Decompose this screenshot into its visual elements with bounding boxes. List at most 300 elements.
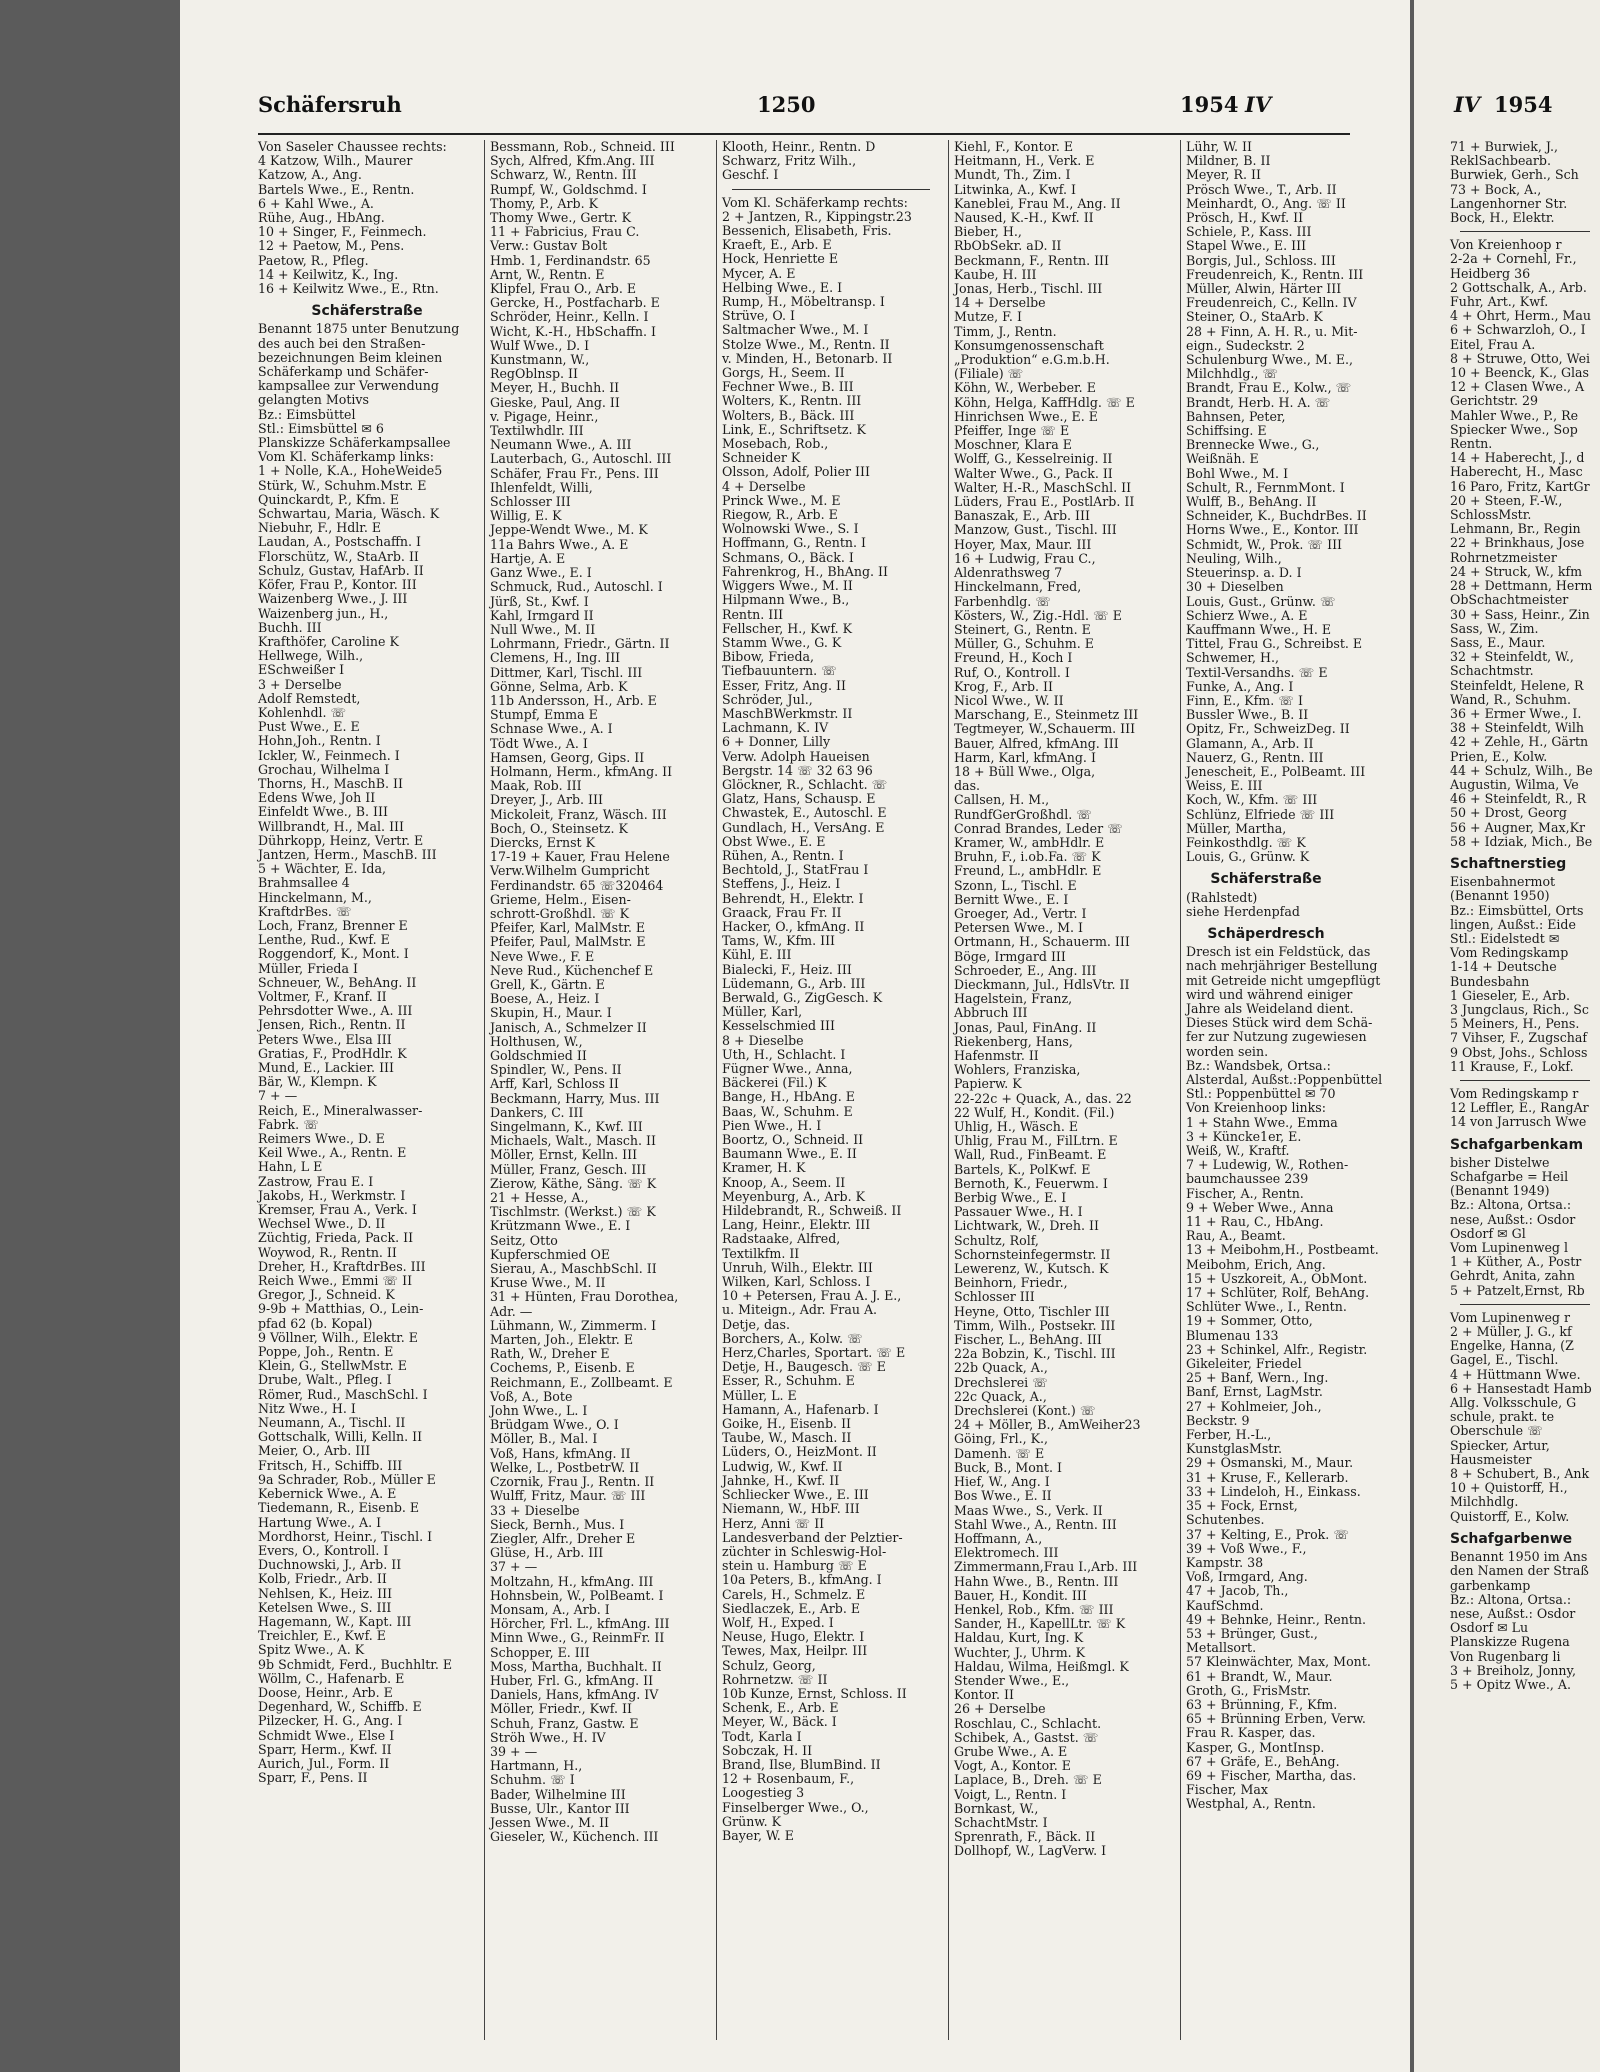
directory-entry: Marten, Joh., Elektr. E (490, 1332, 634, 1348)
directory-entry: Gieseler, W., Küchench. III (490, 1829, 659, 1845)
directory-entry: Daniels, Hans, kfmAng. IV (490, 1687, 659, 1703)
directory-entry: Tittel, Frau G., Schreibst. E (1186, 636, 1363, 652)
directory-entry: das. (954, 778, 981, 794)
directory-entry: Sparr, Herm., Kwf. II (258, 1741, 392, 1757)
directory-entry: Spitz Wwe., A. K (258, 1642, 365, 1658)
directory-entry: Geschf. I (722, 167, 779, 183)
directory-entry: Voltmer, F., Kranf. II (258, 988, 387, 1004)
directory-entry: Boese, A., Heiz. I (490, 991, 600, 1007)
directory-entry: 24 + Struck, W., kfm (1450, 563, 1583, 579)
column-divider (948, 140, 949, 2040)
directory-entry: Neuse, Hugo, Elektr. I (722, 1629, 865, 1645)
directory-entry: Schutenbes. (1186, 1512, 1265, 1528)
directory-entry: Berwald, G., ZigGesch. K (722, 989, 883, 1005)
directory-entry: Mosebach, Rob., (722, 436, 829, 452)
directory-entry: Gundlach, H., VersAng. E (722, 819, 885, 835)
directory-entry: Kaneblei, Frau M., Ang. II (954, 195, 1121, 211)
directory-entry: Zierow, Käthe, Säng. ☏ K (490, 1175, 657, 1191)
directory-entry: Diercks, Ernst K (490, 834, 596, 850)
directory-entry: 12 + Paetow, M., Pens. (258, 238, 405, 254)
directory-entry: Schwarz, W., Rentn. III (490, 167, 637, 183)
directory-entry: Meier, O., Arb. III (258, 1443, 371, 1459)
directory-entry: Bechtold, J., StatFrau I (722, 862, 869, 878)
directory-entry: Marschang, E., Steinmetz III (954, 707, 1139, 723)
column-divider (716, 140, 717, 2040)
directory-entry: 3 + Küncke1er, E. (1186, 1128, 1302, 1144)
directory-entry: Steiner, O., StaArb. K (1186, 309, 1323, 325)
directory-entry: Wulf Wwe., D. I (490, 337, 590, 353)
directory-entry: Freudenreich, C., Kelln. IV (1186, 295, 1357, 311)
directory-entry: 8 + Schubert, B., Ank (1450, 1466, 1590, 1482)
directory-entry: Jahnke, H., Kwf. II (722, 1472, 840, 1488)
directory-entry: 31 + Hünten, Frau Dorothea, (490, 1289, 679, 1305)
street-heading: Schäferstraße (1210, 871, 1322, 888)
directory-entry: 17 + Schlüter, Rolf, BehAng. (1186, 1285, 1370, 1301)
directory-entry: Alsterdal, Außst.:Poppenbüttel (1186, 1072, 1383, 1087)
directory-entry: RundfGerGroßhdl. ☏ (954, 806, 1092, 822)
directory-entry: Kolb, Friedr., Arb. II (258, 1571, 387, 1587)
directory-entry: Rühen, A., Rentn. I (722, 847, 844, 863)
directory-entry: Haldau, Kurt, Ing. K (954, 1630, 1084, 1646)
directory-entry: Heidberg 36 (1450, 265, 1531, 281)
directory-entry: Clemens, H., Ing. III (490, 650, 621, 666)
directory-entry: Lang, Heinr., Elektr. III (722, 1217, 871, 1233)
directory-entry: Mildner, B. II (1186, 153, 1271, 169)
directory-entry: 9-9b + Matthias, O., Lein- (258, 1301, 424, 1317)
directory-entry: kampsallee zur Verwendung (258, 378, 439, 394)
directory-entry: Engelke, Hanna, (Z (1450, 1338, 1574, 1354)
directory-entry: Borchers, A., Kolw. ☏ (722, 1330, 863, 1346)
directory-entry: Thomy, P., Arb. K (490, 195, 599, 211)
directory-entry: Walter, H.-R., MaschSchl. II (954, 479, 1132, 495)
directory-entry: Schornsteinfegermstr. II (954, 1246, 1111, 1262)
directory-entry: SchlossMstr. (1450, 507, 1532, 523)
directory-entry: Waizenberg Wwe., J. III (258, 591, 408, 607)
directory-entry: Osdorf ✉ Gl (1450, 1225, 1526, 1241)
directory-entry: 28 + Dettmann, Herm (1450, 578, 1593, 594)
directory-entry: Timm, Wilh., Postsekr. III (954, 1317, 1116, 1333)
page-year: 1954 (1180, 92, 1239, 117)
directory-entry: Louis, Gust., Grünw. ☏ (1186, 593, 1336, 609)
directory-entry: 22b Quack, A., (954, 1360, 1048, 1376)
directory-entry: 33 + Lindeloh, H., Einkass. (1186, 1483, 1361, 1499)
directory-entry: 5 + Wächter, E. Ida, (258, 861, 386, 877)
directory-entry: Damenh. ☏ E (954, 1445, 1045, 1461)
directory-entry: Princk Wwe., M. E (722, 492, 841, 508)
directory-entry: 9 Obst, Johs., Schloss (1450, 1044, 1588, 1060)
directory-entry: Florschütz, W., StaArb. II (258, 548, 419, 564)
directory-entry: 23 + Schinkel, Alfr., Registr. (1186, 1341, 1368, 1357)
directory-entry: Kaube, H. III (954, 266, 1037, 282)
directory-entry: fer zur Nutzung zugewiesen (1186, 1029, 1367, 1045)
directory-entry: Müller, Franz, Gesch. III (490, 1161, 647, 1177)
directory-entry: Textilkfm. II (722, 1245, 800, 1261)
directory-entry: Treichler, E., Kwf. E (258, 1628, 386, 1644)
directory-entry: Bos Wwe., E. II (954, 1488, 1052, 1504)
directory-entry: 53 + Brünger, Gust., (1186, 1625, 1318, 1641)
directory-entry: Schneider, K., BuchdrBes. II (1186, 508, 1367, 524)
directory-entry: 16 + Keilwitz Wwe., E., Rtn. (258, 281, 439, 297)
directory-entry: 6 + Hansestadt Hamb (1450, 1380, 1592, 1396)
page-volume: IV (1245, 92, 1272, 117)
directory-entry: 10 + Petersen, Frau A. J. E., (722, 1288, 902, 1304)
column-3 (722, 140, 940, 1843)
directory-entry: 18 + Büll Wwe., Olga, (954, 763, 1096, 779)
directory-entry: Woywod, R., Rentn. II (258, 1244, 397, 1260)
directory-entry: 3 Jungclaus, Rich., Sc (1450, 1001, 1589, 1017)
directory-entry: Schröder, Jul., (722, 691, 813, 707)
directory-entry: 7 + — (258, 1088, 298, 1104)
directory-entry: Brandt, Herb. H. A. ☏ (1186, 394, 1331, 410)
directory-entry: Hartmann, H., (490, 1758, 583, 1774)
directory-entry: Callsen, H. M., (954, 792, 1050, 808)
directory-entry: Steffens, J., Heiz. I (722, 876, 841, 892)
directory-entry: garbenkamp (1450, 1577, 1531, 1593)
directory-entry: Langenhorner Str. (1450, 195, 1568, 211)
directory-entry: Wulff, B., BehAng. II (1186, 494, 1317, 510)
directory-entry: 19 + Sommer, Otto, (1186, 1313, 1313, 1329)
directory-entry: Hinrichsen Wwe., E. E (954, 408, 1098, 424)
directory-entry: mit Getreide nicht umgepflügt (1186, 972, 1381, 988)
directory-entry: 73 + Bock, A., (1450, 181, 1542, 197)
directory-entry: MaschBWerkmstr. II (722, 705, 853, 721)
directory-entry: Fischer, L., BehAng. III (954, 1332, 1102, 1348)
directory-entry: Beinhorn, Friedr., (954, 1275, 1068, 1291)
directory-entry: Todt, Karla I (722, 1728, 802, 1744)
directory-entry: Hinckelmann, M., (258, 889, 372, 905)
directory-entry: 9a Schrader, Rob., Müller E (258, 1471, 436, 1487)
directory-entry: Pust Wwe., E. E (258, 719, 360, 735)
section-separator (1460, 1080, 1590, 1081)
directory-entry: u. Miteign., Adr. Frau A. (722, 1302, 878, 1318)
directory-entry: Buchh. III (258, 619, 322, 635)
directory-entry: Finn, E., Kfm. ☏ I (1186, 692, 1303, 708)
directory-entry: Vom Lupinenweg r (1450, 1309, 1571, 1325)
column-1 (258, 140, 476, 1785)
directory-entry: Grell, K., Gärtn. E (490, 976, 605, 992)
directory-entry: Dresch ist ein Feldstück, das (1186, 944, 1371, 960)
directory-entry: Weißnäh. E (1186, 451, 1259, 467)
street-heading: Schaftnerstieg (1450, 855, 1567, 872)
directory-entry: Helbing Wwe., E. I (722, 279, 843, 295)
directory-entry: Oberschule ☏ (1450, 1423, 1543, 1439)
directory-entry: ESchweißer I (258, 662, 345, 678)
directory-entry: 10a Peters, B., kfmAng. I (722, 1572, 882, 1588)
directory-entry: Wicht, K.-H., HbSchaffn. I (490, 323, 657, 339)
directory-entry: Beckstr. 9 (1186, 1412, 1250, 1428)
directory-entry: Von Rugenbarg li (1450, 1648, 1561, 1664)
directory-entry: 37 + Kelting, E., Prok. ☏ (1186, 1526, 1350, 1542)
directory-entry: 9 Völlner, Wilh., Elektr. E (258, 1329, 418, 1345)
directory-entry: (Benannt 1949) (1450, 1183, 1550, 1199)
directory-entry: Gagel, E., Tischl. (1450, 1352, 1559, 1368)
directory-entry: Hahn Wwe., B., Rentn. III (954, 1573, 1119, 1589)
directory-entry: nese, Außst.: Osdor (1450, 1211, 1576, 1227)
directory-entry: Stl.: Poppenbüttel ✉ 70 (1186, 1086, 1336, 1102)
directory-entry: Peters Wwe., Elsa III (258, 1031, 392, 1047)
directory-entry: Steinert, G., Rentn. E (954, 621, 1091, 637)
directory-entry: 1-14 + Deutsche (1450, 959, 1557, 975)
directory-entry: Eitel, Frau A. (1450, 336, 1536, 352)
directory-entry: Wechsel Wwe., D. II (258, 1216, 386, 1232)
directory-entry: Meinhardt, O., Ang. ☏ II (1186, 195, 1346, 211)
directory-entry: 4 Katzow, Wilh., Maurer (258, 153, 413, 169)
directory-entry: Hmb. 1, Ferdinandstr. 65 (490, 252, 651, 268)
directory-entry: Milchhdlg., ☏ (1186, 366, 1279, 382)
directory-entry: Kahl, Irmgard II (490, 607, 594, 623)
directory-entry: baumchaussee 239 (1186, 1171, 1309, 1187)
directory-entry: Vom Lupinenweg l (1450, 1240, 1569, 1256)
directory-entry: 32 + Steinfeldt, W., (1450, 649, 1574, 665)
directory-entry: Hahn, L E (258, 1159, 323, 1175)
directory-entry: Brüdgam Wwe., O. I (490, 1417, 619, 1433)
directory-entry: 3 + Breiholz, Jonny, (1450, 1662, 1576, 1678)
directory-entry: 33 + Dieselbe (490, 1502, 580, 1518)
directory-entry: Monsam, A., Arb. I (490, 1601, 610, 1617)
directory-entry: 4 + Ohrt, Herm., Mau (1450, 308, 1592, 324)
directory-entry: Stamm Wwe., G. K (722, 634, 842, 650)
directory-entry: Schröder, Heinr., Kelln. I (490, 309, 649, 325)
directory-entry: Hartje, A. E (490, 550, 566, 566)
directory-entry: Voß, Irmgard, Ang. (1186, 1569, 1308, 1585)
directory-entry: Jensen, Rich., Rentn. II (258, 1017, 406, 1033)
directory-entry: Prösch Wwe., T., Arb. II (1186, 181, 1337, 197)
directory-entry: 9b Schmidt, Ferd., Buchhltr. E (258, 1656, 453, 1672)
directory-entry: ReklSachbearb. (1450, 153, 1552, 169)
directory-entry: Laudan, A., Postschaffn. I (258, 534, 422, 550)
directory-entry: Neuling, Wilh., (1186, 550, 1282, 566)
directory-entry: Ihlenfeldt, Willi, (490, 479, 593, 495)
directory-entry: Hoffmann, A., (954, 1530, 1043, 1546)
directory-entry: Spiecker, Artur, (1450, 1437, 1550, 1453)
directory-entry: Kremser, Frau A., Verk. I (258, 1202, 417, 1218)
directory-entry: Knoop, A., Seem. II (722, 1174, 846, 1190)
directory-entry: Böge, Irmgard III (954, 948, 1066, 964)
directory-entry: Rath, W., Dreher E (490, 1346, 610, 1362)
directory-entry: RegOblnsp. II (490, 366, 579, 382)
directory-entry: 29 + Osmanski, M., Maur. (1186, 1455, 1354, 1471)
directory-entry: Sobczak, H. II (722, 1742, 813, 1758)
directory-entry: Arff, Karl, Schloss II (490, 1076, 619, 1092)
directory-entry: Hohn,Joh., Rentn. I (258, 733, 381, 749)
directory-entry: pfad 62 (b. Kopal) (258, 1315, 373, 1331)
directory-entry: 49 + Behnke, Heinr., Rentn. (1186, 1611, 1367, 1627)
directory-entry: Buck, B., Mont. I (954, 1459, 1062, 1475)
directory-entry: Paetow, R., Pfleg. (258, 252, 369, 268)
directory-entry: Szonn, L., Tischl. E (954, 877, 1077, 893)
directory-entry: Holmann, Herm., kfmAng. II (490, 763, 673, 779)
facing-page-column (1450, 140, 1600, 1692)
directory-entry: Mahler Wwe., P., Re (1450, 407, 1579, 423)
directory-entry: 14 von Jarrusch Wwe (1450, 1114, 1587, 1130)
directory-entry: Gieske, Paul, Ang. II (490, 394, 620, 410)
directory-entry: Dittmer, Karl, Tischl. III (490, 664, 643, 680)
directory-entry: Schnase Wwe., A. I (490, 721, 613, 737)
directory-entry: Fabrk. ☏ (258, 1116, 319, 1132)
directory-entry: Abbruch III (954, 1005, 1028, 1021)
directory-entry: 42 + Zehle, H., Gärtn (1450, 734, 1589, 750)
directory-entry: Bayer, W. E (722, 1827, 794, 1843)
directory-entry: Hoyer, Max, Maur. III (954, 536, 1092, 552)
directory-entry: Herz, Anni ☏ II (722, 1515, 825, 1531)
directory-entry: 58 + Idziak, Mich., Be (1450, 833, 1593, 849)
directory-entry: Bange, H., HbAng. E (722, 1089, 855, 1105)
directory-entry: Rumpf, W., Goldschmd. I (490, 181, 647, 197)
directory-entry: Lewerenz, W., Kutsch. K (954, 1261, 1109, 1277)
directory-entry: Timm, J., Rentn. (954, 323, 1057, 339)
directory-entry: Schenk, E., Arb. E (722, 1700, 839, 1716)
directory-entry: Weiss, E. III (1186, 778, 1263, 794)
directory-entry: Uhlig, Frau M., FilLtrn. E (954, 1133, 1118, 1149)
directory-entry: gelangten Motivs (258, 392, 369, 408)
directory-entry: Tiedemann, R., Eisenb. E (258, 1500, 420, 1516)
directory-entry: Roschlau, C., Schlacht. (954, 1715, 1102, 1731)
directory-entry: Steinfeldt, Helene, R (1450, 677, 1584, 693)
directory-entry: Moss, Martha, Buchhalt. II (490, 1658, 662, 1674)
directory-entry: Bahnsen, Peter, (1186, 408, 1286, 424)
directory-entry: Busse, Ulr., Kantor III (490, 1800, 630, 1816)
directory-entry: Welke, L., PostbetrW. II (490, 1459, 640, 1475)
directory-entry: Kramer, H. K (722, 1160, 806, 1176)
directory-entry: Schlosser III (490, 494, 571, 510)
directory-entry: Hamann, A., Hafenarb. I (722, 1401, 879, 1417)
directory-entry: Gercke, H., Postfacharb. E (490, 295, 660, 311)
directory-entry: 38 + Steinfeldt, Wilh (1450, 720, 1585, 736)
directory-entry: Papierw. K (954, 1076, 1022, 1092)
directory-entry: Glüse, H., Arb. III (490, 1545, 604, 1561)
directory-entry: Jantzen, Herm., MaschB. III (258, 846, 437, 862)
directory-entry: SchachtMstr. I (954, 1814, 1048, 1830)
directory-entry: 11 + Fabricius, Frau C. (490, 224, 640, 240)
directory-entry: 17-19 + Kauer, Frau Helene (490, 849, 670, 865)
directory-entry: Dührkopp, Heinz, Vertr. E (258, 832, 424, 848)
directory-entry: Jonas, Paul, FinAng. II (954, 1019, 1097, 1035)
directory-entry: Planskizze Schäferkampsallee (258, 435, 451, 451)
directory-entry: Schultz, Rolf, (954, 1232, 1039, 1248)
directory-entry: Tischlmstr. (Werkst.) ☏ K (490, 1204, 656, 1220)
directory-entry: Nehlsen, K., Heiz. III (258, 1585, 393, 1601)
directory-entry: Bernoth, K., Feuerwm. I (954, 1175, 1108, 1191)
directory-entry: ObSchachtmeister (1450, 592, 1569, 608)
directory-entry: 14 + Keilwitz, K., Ing. (258, 266, 399, 282)
directory-entry: Ketelsen Wwe., S. III (258, 1599, 392, 1615)
directory-entry: Borgis, Jul., Schloss. III (1186, 252, 1336, 268)
directory-entry: Gerichtstr. 29 (1450, 393, 1538, 409)
directory-entry: Jenescheit, E., PolBeamt. III (1186, 763, 1366, 779)
directory-entry: Hamsen, Georg, Gips. II (490, 749, 645, 765)
directory-entry: 10 + Beenck, K., Glas (1450, 365, 1590, 381)
directory-entry: Mundt, Th., Zim. I (954, 167, 1071, 183)
directory-entry: Kebernick Wwe., A. E (258, 1486, 397, 1502)
directory-entry: Jürß, St., Kwf. I (490, 593, 589, 609)
directory-entry: Schibek, A., Gastst. ☏ (954, 1729, 1099, 1745)
column-divider (484, 140, 485, 2040)
directory-entry: Sieck, Bernh., Mus. I (490, 1516, 625, 1532)
directory-entry: Mycer, A. E (722, 265, 796, 281)
directory-entry: Müller, Alwin, Härter III (1186, 281, 1342, 297)
directory-entry: 9 + Weber Wwe., Anna (1186, 1199, 1334, 1215)
directory-entry: 8 + Dieselbe (722, 1032, 804, 1048)
directory-entry: worden sein. (1186, 1043, 1269, 1059)
directory-entry: Göing, Frl., K., (954, 1431, 1049, 1447)
directory-entry: Hörcher, Frl. L., kfmAng. III (490, 1616, 670, 1632)
page-heading-street: Schäfersruh (258, 92, 402, 117)
directory-entry: 47 + Jacob, Th., (1186, 1583, 1289, 1599)
directory-entry: v. Minden, H., Betonarb. II (722, 350, 893, 366)
directory-entry: Tewes, Max, Heilpr. III (722, 1643, 868, 1659)
directory-entry: Schäferkamp und Schäfer- (258, 364, 429, 380)
directory-entry: Voß, Hans, kfmAng. II (490, 1445, 631, 1461)
directory-entry: Müller, L. E (722, 1387, 797, 1403)
directory-entry: Adr. — (490, 1303, 533, 1319)
directory-entry: Conrad Brandes, Leder ☏ (954, 820, 1123, 836)
directory-entry: Vom Kl. Schäferkamp links: (258, 449, 434, 465)
header-rule (258, 133, 1350, 135)
directory-entry: Schuh, Franz, Gastw. E (490, 1715, 639, 1731)
directory-entry: Groth, G., FrisMstr. (1186, 1682, 1311, 1698)
directory-entry: Lühmann, W., Zimmerm. I (490, 1317, 657, 1333)
directory-entry: Textilwhdlr. III (490, 423, 584, 439)
directory-entry: Osdorf ✉ Lu (1450, 1620, 1529, 1636)
directory-entry: 22a Bobzin, K., Tischl. III (954, 1346, 1116, 1362)
directory-entry: Müller, Frieda I (258, 960, 358, 976)
directory-entry: 12 Leffler, E., RangAr (1450, 1100, 1589, 1116)
directory-entry: Schiffsing. E (1186, 423, 1267, 439)
directory-entry: 3 + Derselbe (258, 676, 342, 692)
directory-entry: Harm, Karl, kfmAng. I (954, 749, 1096, 765)
directory-entry: Krog, F., Arb. II (954, 678, 1053, 694)
directory-entry: 31 + Kruse, F., Kellerarb. (1186, 1469, 1349, 1485)
directory-entry: Dreyer, J., Arb. III (490, 792, 603, 808)
directory-entry: 7 Vihser, F., Zugschaf (1450, 1030, 1588, 1046)
directory-entry: Möller, Ernst, Kelln. III (490, 1147, 638, 1163)
directory-entry: Null Wwe., M. II (490, 621, 596, 637)
directory-entry: Hartung Wwe., A. I (258, 1514, 382, 1530)
directory-entry: Esser, Fritz, Ang. II (722, 677, 846, 693)
directory-entry: Haberecht, H., Masc (1450, 464, 1583, 480)
column-4 (954, 140, 1172, 1859)
directory-entry: Steuerinsp. a. D. I (1186, 565, 1302, 581)
directory-entry: Pfeifer, Karl, MalMstr. E (490, 920, 646, 936)
directory-entry: Fritsch, H., Schiffb. III (258, 1457, 403, 1473)
directory-entry: Carels, H., Schmelz. E (722, 1586, 866, 1602)
directory-entry: Uhlig, H., Wäsch. E (954, 1119, 1079, 1135)
directory-entry: Rump, H., Möbeltransp. I (722, 294, 885, 310)
directory-entry: Rau, A., Beamt. (1186, 1228, 1286, 1244)
directory-entry: Willbrandt, H., Mal. III (258, 818, 404, 834)
directory-entry: 4 + Derselbe (722, 478, 806, 494)
directory-entry: Gönne, Selma, Arb. K (490, 678, 628, 694)
directory-entry: Aurich, Jul., Form. II (258, 1755, 390, 1771)
directory-entry: Hohnsbein, W., PolBeamt. I (490, 1587, 664, 1603)
directory-entry: Bessmann, Rob., Schneid. III (490, 139, 675, 154)
directory-entry: Schulz, Georg, (722, 1657, 816, 1673)
directory-entry: Weiß, W., Kraftf. (1186, 1143, 1290, 1159)
directory-entry: Kontor. II (954, 1687, 1014, 1703)
directory-entry: Goldschmied II (490, 1048, 587, 1063)
directory-entry: Schlosser III (954, 1289, 1035, 1305)
directory-entry: 37 + — (490, 1559, 538, 1575)
column-5 (1186, 139, 1383, 1812)
directory-entry: Lachmann, K. IV (722, 720, 829, 736)
directory-entry: Mund, E., Lackier. III (258, 1060, 394, 1075)
directory-entry: 35 + Fock, Ernst, (1186, 1498, 1298, 1514)
directory-entry: Freund, H., Koch I (954, 650, 1073, 666)
directory-entry: Louis, G., Grünw. K (1186, 849, 1310, 865)
directory-entry: Jeppe-Wendt Wwe., M. K (490, 522, 648, 538)
directory-entry: Konsumgenossenschaft (954, 337, 1104, 353)
directory-entry: 11 Krause, F., Lokf. (1450, 1058, 1574, 1074)
